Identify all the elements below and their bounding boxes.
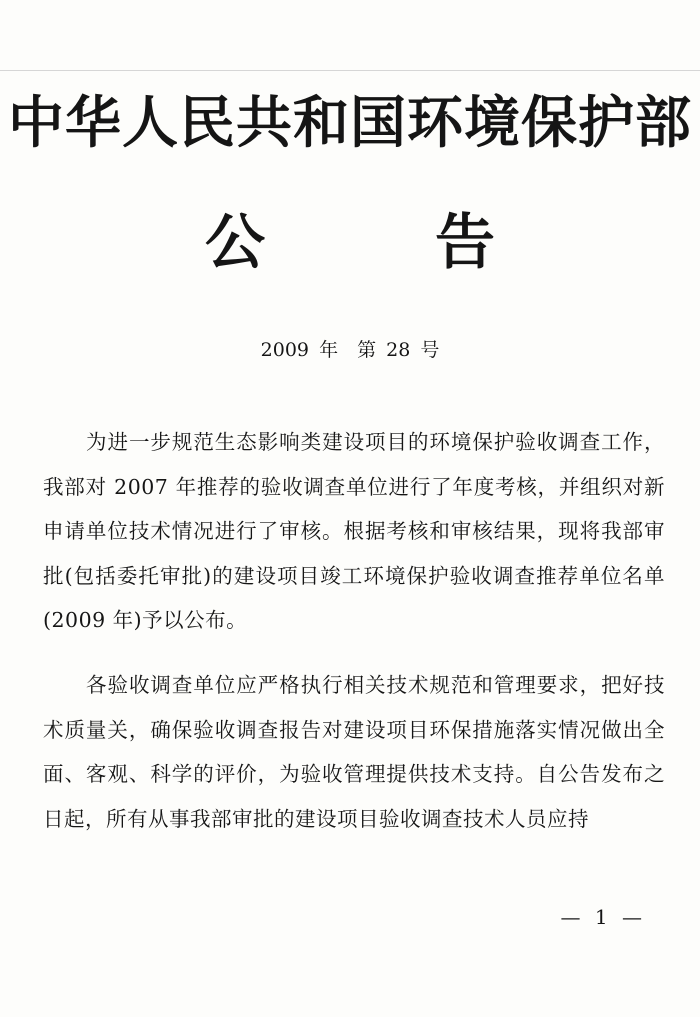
page-number: — 1 —: [560, 905, 646, 929]
document-type-left-char: 公: [205, 208, 265, 278]
document-type-right-char: 告: [435, 208, 495, 278]
organization-title: 中华人民共和国环境保护部: [8, 90, 692, 156]
top-rule: [0, 70, 700, 71]
paragraph: 各验收调查单位应严格执行相关技术规范和管理要求，把好技术质量关，确保验收调查报告对建设项目环保措施落实情况做出全面、客观、科学的评价，为验收管理提供技术支持。自公告发布之日起，所有从事我部审批的建设项目验收调查技术人员应持: [43, 672, 665, 831]
document-number: 2009 年 第 28 号: [260, 339, 440, 361]
paragraph: 为进一步规范生态影响类建设项目的环境保护验收调查工作，我部对 2007 年推荐的验收调查单位进行了年度考核，并组织对新申请单位技术情况进行了审核。根据考核和审核结果，现将我部审批(包括委托审批)的建设项目竣工环境保护验收调查推荐单位名单(2009 年)予以公布。: [43, 430, 665, 633]
document-type: [0, 203, 700, 283]
body-text: [43, 420, 665, 861]
